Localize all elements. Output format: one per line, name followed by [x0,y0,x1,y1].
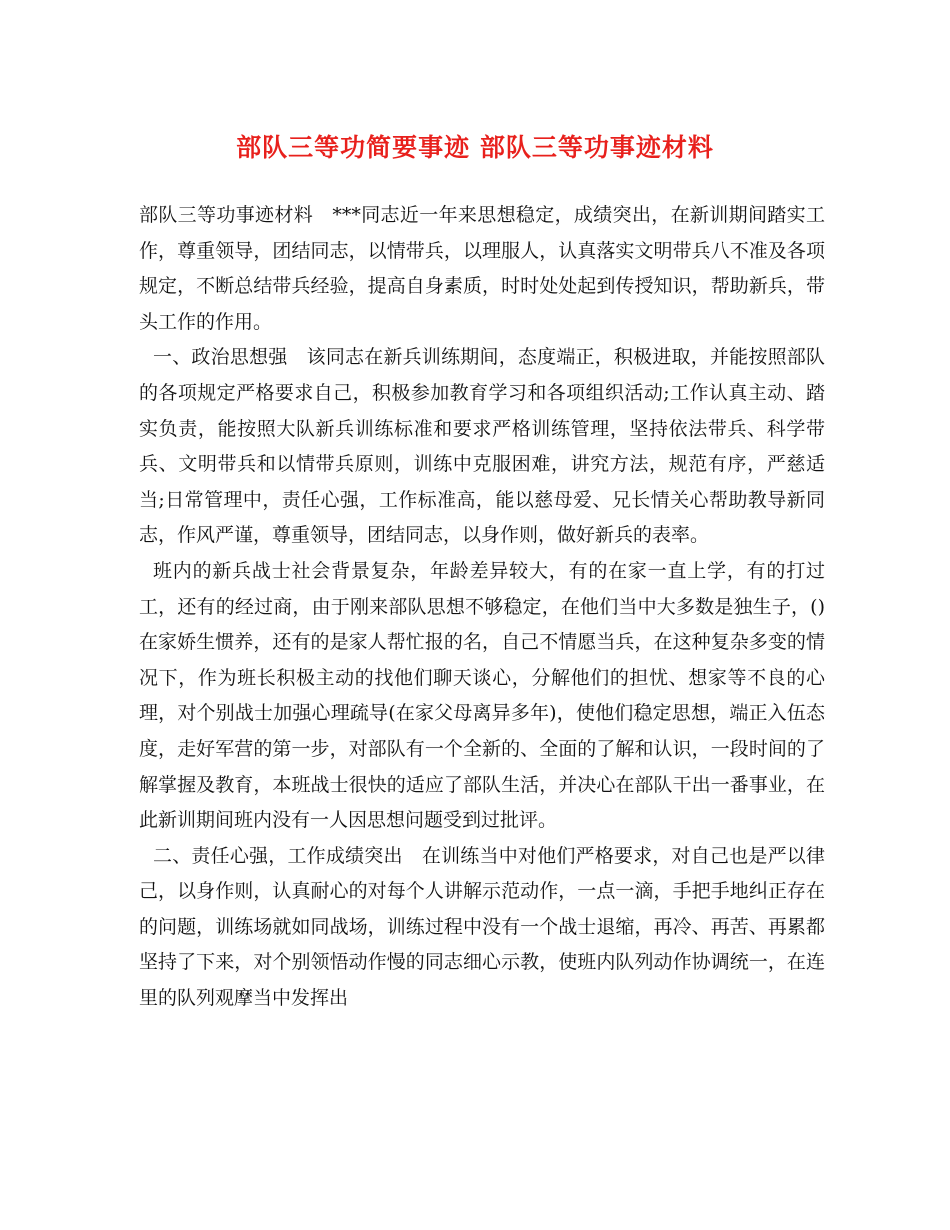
paragraph-political-thought: 一、政治思想强 该同志在新兵训练期间，态度端正，积极进取，并能按照部队的各项规定严格要求自己，积极参加教育学习和各项组织活动;工作认真主动、踏实负责，能按照大队新兵训练标准和要求严格训练管理，坚持依法带兵、科学带兵、文明带兵和以情带兵原则，训练中克服困难，讲究方法，规范有序，严慈适当;日常管理中，责任心强，工作标准高，能以慈母爱、兄长情关心帮助教导新同志，作风严谨，尊重领导，团结同志，以身作则，做好新兵的表率。 [139,346,825,547]
document-body [139,198,825,1017]
paragraph-intro: 部队三等功事迹材料 ***同志近一年来思想稳定，成绩突出，在新训期间踏实工作，尊重领导，团结同志，以情带兵，以理服人，认真落实文明带兵八不准及各项规定，不断总结带兵经验，提高自身素质，时时处处起到传授知识，帮助新兵，带头工作的作用。 [139,204,825,333]
paragraph-responsibility: 二、责任心强，工作成绩突出 在训练当中对他们严格要求，对自己也是严以律己，以身作则，认真耐心的对每个人讲解示范动作，一点一滴，手把手地纠正存在的问题，训练场就如同战场，训练过程中没有一个战士退缩，再冷、再苦、再累都坚持了下来，对个别领悟动作慢的同志细心示教，使班内队列动作协调统一，在连里的队列观摩当中发挥出 [139,844,825,1010]
document-title: 部队三等功简要事迹 部队三等功事迹材料 [236,133,714,162]
paragraph-soldier-background: 班内的新兵战士社会背景复杂，年龄差异较大，有的在家一直上学，有的打过工，还有的经过商，由于刚来部队思想不够稳定，在他们当中大多数是独生子，()在家娇生惯养，还有的是家人帮忙报的名，自己不情愿当兵，在这种复杂多变的情况下，作为班长积极主动的找他们聊天谈心，分解他们的担忧、想家等不良的心理，对个别战士加强心理疏导(在家父母离异多年)，使他们稳定思想，端正入伍态度，走好军营的第一步，对部队有一个全新的、全面的了解和认识，一段时间的了解掌握及教育，本班战士很快的适应了部队生活，并决心在部队干出一番事业，在此新训期间班内没有一人因思想问题受到过批评。 [139,559,825,832]
